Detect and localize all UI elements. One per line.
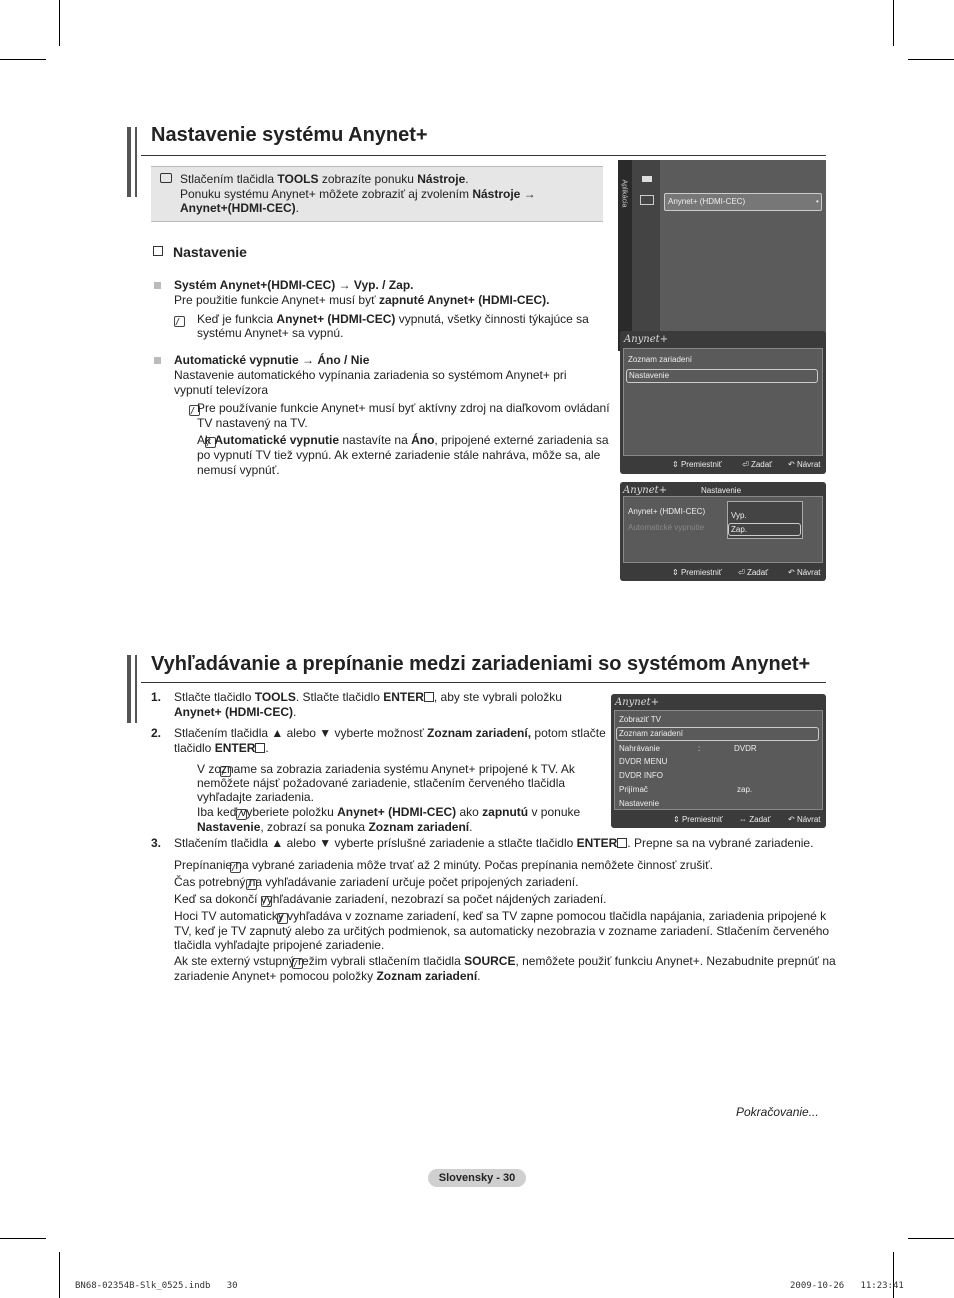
foot-move: ⇕ Premiestniť	[672, 568, 722, 577]
section-marker	[127, 655, 131, 723]
step2-l2: tlačidlo ENTER .	[174, 741, 269, 755]
foot-move: ⇕ Premiestniť	[673, 815, 723, 824]
option[interactable]: Vyp.	[731, 511, 747, 520]
menu-item[interactable]: Nastavenie	[629, 371, 670, 380]
menu-item[interactable]: DVDR INFO	[619, 771, 663, 780]
foot-move: ⇕ Premiestniť	[672, 460, 722, 469]
item2-title: Automatické vypnutie → Áno / Nie	[174, 353, 370, 367]
menu-item[interactable]: Anynet+ (HDMI-CEC)	[628, 507, 706, 516]
crop-mark	[893, 0, 894, 46]
step1-l2: Anynet+ (HDMI-CEC).	[174, 705, 297, 719]
item2-note2-l3: nemusí vypnúť.	[197, 463, 280, 477]
item1-note-l1: Keď je funkcia Anynet+ (HDMI-CEC) vypnutá, všetky činnosti týkajúce sa	[197, 312, 589, 326]
enter-icon	[255, 743, 265, 753]
item1-title: Systém Anynet+(HDMI-CEC) → Vyp. / Zap.	[174, 278, 414, 292]
note-icon	[174, 316, 185, 327]
screen-anynet-devices	[611, 694, 826, 828]
crop-mark	[0, 1238, 46, 1239]
menu-panel	[660, 160, 826, 351]
side-label: Aplikácia	[620, 179, 628, 208]
crop-mark	[908, 59, 954, 60]
screen-header: Nastavenie	[701, 486, 742, 495]
file-info: BN68-02354B-Slk_0525.indb 30	[75, 1281, 238, 1291]
section-marker	[135, 127, 137, 197]
section-title: Nastavenie systému Anynet+	[151, 124, 428, 146]
page-label: Slovensky - 30	[438, 1172, 516, 1184]
note-5-l1: Ak ste externý vstupný režim vybrali stlačením tlačidla SOURCE, nemôžete použiť funkciu Anynet+. Nezabudnite prepnúť na	[174, 954, 836, 968]
step-number: 1.	[151, 690, 162, 704]
crop-mark	[893, 1252, 894, 1298]
section-rule	[141, 155, 826, 156]
crop-mark	[908, 1238, 954, 1239]
crop-mark	[59, 0, 60, 46]
tools-icon	[160, 173, 172, 183]
enter-icon	[617, 838, 627, 848]
application-icon	[642, 176, 652, 182]
note-5-l2: zariadenie Anynet+ pomocou položky Zoznam zariadení.	[174, 969, 481, 983]
menu-item[interactable]: Prijímač	[619, 785, 648, 794]
item1-desc: Pre použitie funkcie Anynet+ musí byť zapnuté Anynet+ (HDMI-CEC).	[174, 293, 550, 307]
foot-return: ↶ Návrat	[788, 815, 821, 824]
step2-note1-l1: V zozname sa zobrazia zariadenia systému Anynet+ pripojené k TV. Ak	[197, 762, 575, 776]
menu-item: Automatické vypnutie	[628, 523, 705, 532]
foot-return: ↶ Návrat	[788, 460, 821, 469]
subheading: Nastavenie	[173, 244, 247, 260]
option[interactable]: Zap.	[731, 525, 748, 534]
step3-l1: Stlačením tlačidla ▲ alebo ▼ vyberte príslušné zariadenie a stlačte tlačidlo ENTER . Prepne sa na vybrané zariadenie.	[174, 836, 814, 850]
step2-note2-l1: Iba keď vyberiete položku Anynet+ (HDMI-CEC) ako zapnutú v ponuke	[197, 805, 581, 819]
tools-note-line1: Stlačením tlačidla TOOLS zobrazíte ponuku Nástroje.	[180, 172, 469, 186]
note-3: Keď sa dokončí vyhľadávanie zariadení, nezobrazí sa počet nájdených zariadení.	[174, 892, 607, 906]
item2-note1-l1: Pre používanie funkcie Anynet+ musí byť aktívny zdroj na diaľkovom ovládaní	[197, 401, 610, 415]
note-2: Čas potrebný na vyhľadávanie zariadení určuje počet pripojených zariadení.	[174, 875, 579, 889]
note-4-l2: TV, keď je TV zapnutý alebo za určitých podmienok, sa automaticky nezobrazia v zozname zariadení. Stlačením červeného	[174, 924, 830, 938]
menu-item[interactable]: Nastavenie	[619, 799, 660, 808]
section-marker	[135, 655, 137, 723]
enter-icon	[424, 692, 434, 702]
menu-item[interactable]: Zoznam zariadení	[619, 729, 684, 738]
menu-item[interactable]: Zoznam zariadení	[628, 355, 693, 364]
section-marker	[127, 127, 131, 197]
step2-l1: Stlačením tlačidla ▲ alebo ▼ vyberte možnosť Zoznam zariadení, potom stlačte	[174, 726, 606, 740]
foot-enter: ⏎ Zadať	[742, 460, 773, 469]
menu-item[interactable]: Zobraziť TV	[619, 715, 661, 724]
foot-return: ↶ Návrat	[788, 568, 821, 577]
screen-application-menu	[618, 160, 826, 351]
selected-item-label: Anynet+ (HDMI-CEC)	[668, 197, 746, 206]
anynet-logo: Anynet+	[615, 697, 660, 708]
step1-l1: Stlačte tlačidlo TOOLS. Stlačte tlačidlo ENTER , aby ste vybrali položku	[174, 690, 562, 704]
chevron-right-icon: •	[816, 197, 819, 206]
section-title: Vyhľadávanie a prepínanie medzi zariadeniami so systémom Anynet+	[151, 653, 811, 675]
foot-enter: ⏎ Zadať	[738, 568, 769, 577]
item2-note2-l1: Ak Automatické vypnutie nastavíte na Áno, pripojené externé zariadenia sa	[197, 433, 609, 447]
menu-item-value: zap.	[737, 785, 753, 794]
item2-note2-l2: po vypnutí TV tiež vypnú. Ak externé zariadenie stále nahráva, môže sa, ale	[197, 448, 601, 462]
note-4-l1: Hoci TV automaticky vyhľadáva v zozname zariadení, keď sa TV zapne pomocou tlačidla napájania, zariadenia pripojené k	[174, 909, 827, 923]
item2-desc-l2: vypnutí televízora	[174, 383, 269, 397]
item2-note1-l2: TV nastavený na TV.	[197, 416, 308, 430]
anynet-logo: Anynet+	[623, 485, 668, 496]
icon-column	[632, 160, 660, 351]
step2-note1-l2: nemôžete nájsť požadované zariadenie, stlačením červeného tlačidla	[197, 776, 566, 790]
continue-label: Pokračovanie...	[736, 1105, 819, 1119]
note-4-l3: tlačidla vyhľadajte pripojené zariadenie.	[174, 938, 385, 952]
menu-item-sep: :	[698, 744, 701, 753]
step2-note2-l2: Nastavenie, zobrazí sa ponuka Zoznam zariadení.	[197, 820, 473, 834]
screen-anynet-main	[620, 331, 826, 474]
item2-desc-l1: Nastavenie automatického vypínania zariadenia so systémom Anynet+ pri	[174, 368, 567, 382]
menu-item[interactable]: Nahrávanie	[619, 744, 660, 753]
menu-item[interactable]: DVDR MENU	[619, 757, 668, 766]
anynet-logo: Anynet+	[624, 334, 669, 345]
print-date: 2009-10-26 11:23:41	[790, 1281, 904, 1291]
crop-mark	[59, 1252, 60, 1298]
bullet-square	[154, 357, 161, 364]
item1-note-l2: systému Anynet+ sa vypnú.	[197, 326, 344, 340]
bullet-square	[154, 282, 161, 289]
menu-item-value: DVDR	[734, 744, 757, 753]
tools-note-line3: Anynet+(HDMI-CEC).	[180, 201, 300, 215]
input-icon	[640, 195, 654, 205]
note-1: Prepínanie na vybrané zariadenia môže trvať až 2 minúty. Počas prepínania nemôžete činnosť zrušiť.	[174, 858, 713, 872]
foot-enter: ⇔ Zadať	[739, 815, 771, 824]
step2-note1-l3: vyhľadajte zariadenia.	[197, 790, 314, 804]
crop-mark	[0, 59, 46, 60]
menu-panel	[623, 348, 823, 456]
step-number: 3.	[151, 836, 162, 850]
section-rule	[141, 682, 826, 683]
checkbox-icon	[153, 246, 163, 256]
tools-note-line2: Ponuku systému Anynet+ môžete zobraziť aj zvolením Nástroje →	[180, 187, 536, 201]
step-number: 2.	[151, 726, 162, 740]
screen-anynet-setup	[620, 482, 826, 581]
